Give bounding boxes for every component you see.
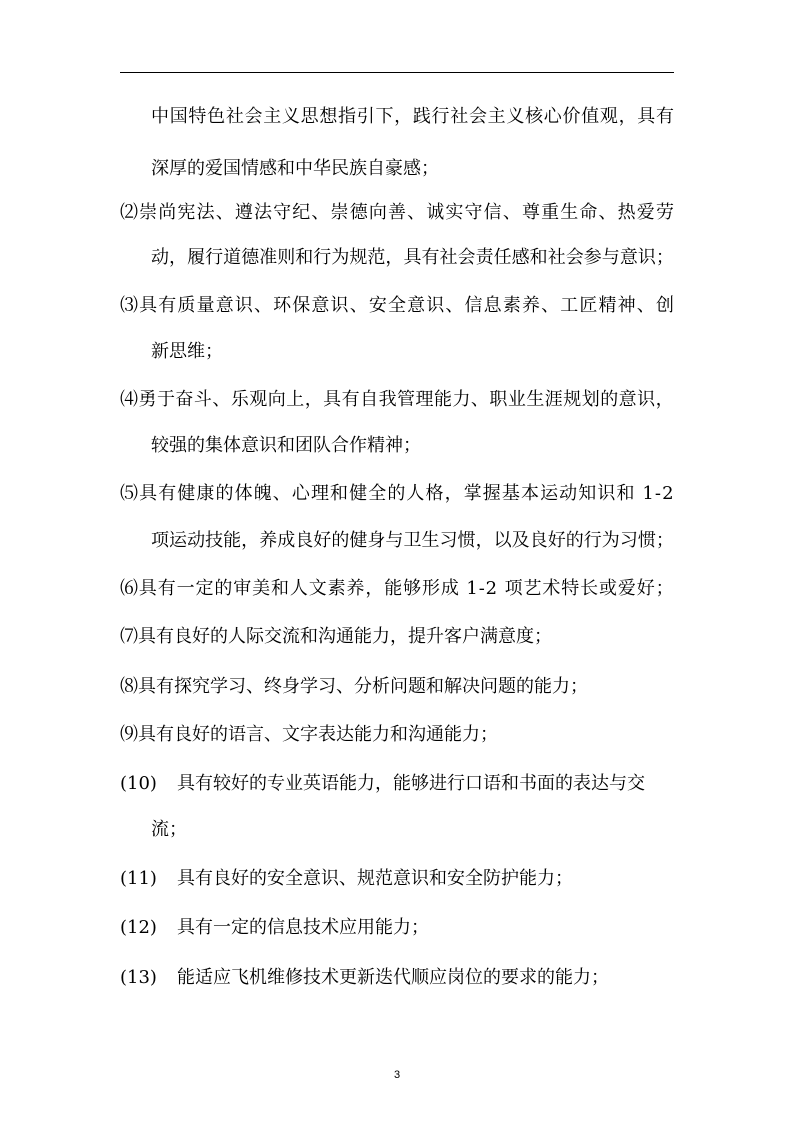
list-item-text: 具有较好的专业英语能力，能够进行口语和书面的表达与交 — [177, 773, 645, 794]
list-number: (10) — [120, 773, 157, 794]
text-line: 深厚的爱国情感和中华民族自豪感； — [151, 158, 439, 179]
text-line: 新思维； — [151, 341, 223, 362]
list-item-2: ⑵ 崇 尚 宪 法 、 遵 法 守 纪 、 崇 德 向 善 、 诚 实 守 信 、 尊 重 生 命 、 热 爱 劳 — [120, 202, 674, 223]
text-line: 中 国 特 色 社 会 主 义 思 想 指 引 下 ， 践 行 社 会 主 义 核 心 价 值 观 ， 具 有 — [151, 106, 674, 127]
text-line: 较强的集体意识和团队合作精神； — [151, 435, 421, 456]
list-number: (12) — [120, 917, 157, 938]
list-item-11 — [120, 867, 674, 891]
list-item-12 — [120, 916, 674, 940]
text-line: 项 运 动 技 能 ， 养 成 良 好 的 健 身 与 卫 生 习 惯 ， 以 及 良 好 的 行 为 习 惯 ； — [151, 530, 674, 551]
list-item-text: 具有一定的信息技术应用能力； — [177, 917, 429, 938]
page-number: 3 — [393, 1069, 401, 1081]
text-line: 动 ， 履 行 道 德 准 则 和 行 为 规 范 ， 具 有 社 会 责 任 感 和 社 会 参 与 意 识 ； — [151, 247, 674, 268]
list-number: (13) — [120, 967, 157, 988]
list-item-3: ⑶ 具 有 质 量 意 识 、 环 保 意 识 、 安 全 意 识 、 信 息 素 养 、 工 匠 精 神 、 创 — [120, 295, 674, 316]
list-number: (11) — [120, 868, 157, 889]
list-item-7: ⑺具有良好的人际交流和沟通能力，提升客户满意度； — [120, 626, 552, 647]
list-item-13 — [120, 966, 674, 990]
list-item-6: ⑹ 具 有 一 定 的 审 美 和 人 文 素 养 ， 能 够 形 成 1 - 2 项 艺 术 特 长 或 爱 好 ； — [120, 578, 674, 599]
header-rule — [120, 72, 674, 73]
list-item-4: ⑷ 勇 于 奋 斗 、 乐 观 向 上 ， 具 有 自 我 管 理 能 力 、 职 业 生 涯 规 划 的 意 识 ， — [120, 389, 674, 410]
list-item-9: ⑼具有良好的语言、文字表达能力和沟通能力； — [120, 724, 498, 745]
list-item-text: 具有良好的安全意识、规范意识和安全防护能力； — [177, 868, 573, 889]
list-item-8: ⑻具有探究学习、终身学习、分析问题和解决问题的能力； — [120, 676, 588, 697]
list-item-5: ⑸ 具 有 健 康 的 体 魄 、 心 理 和 健 全 的 人 格 ， 掌 握 基 本 运 动 知 识 和 1 - 2 — [120, 483, 674, 504]
list-item-10 — [120, 772, 674, 796]
list-item-text: 能适应飞机维修技术更新迭代顺应岗位的要求的能力； — [177, 967, 609, 988]
text-line: 流； — [151, 819, 187, 840]
